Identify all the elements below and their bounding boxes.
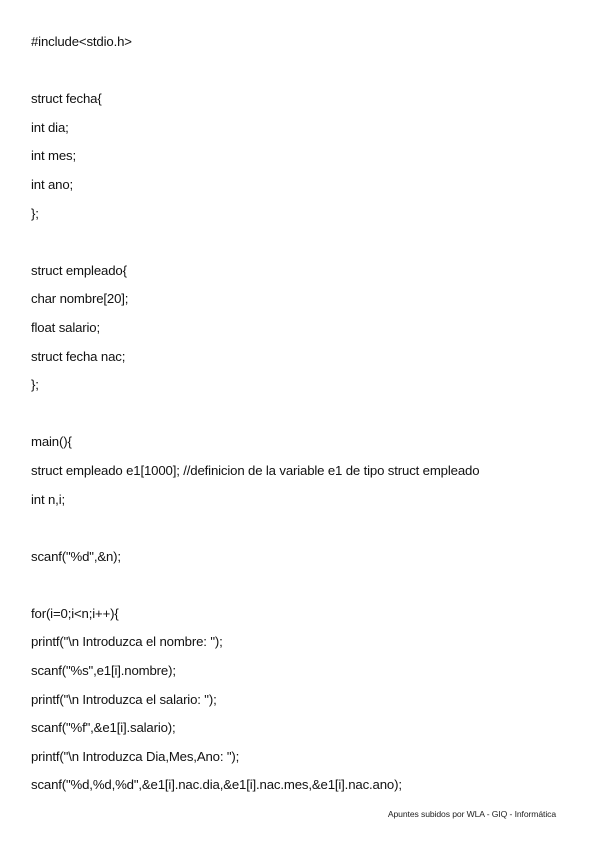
code-line: struct fecha nac; [31,348,126,364]
code-line: int n,i; [31,491,65,507]
code-line [31,63,581,92]
code-line: scanf("%d",&n); [31,548,121,564]
code-line [31,406,581,435]
code-line: main(){ [31,434,72,450]
code-line: struct fecha{ [31,91,102,107]
code-line [31,234,581,263]
code-line: for(i=0;i<n;i++){ [31,605,119,621]
code-line: scanf("%d,%d,%d",&e1[i].nac.dia,&e1[i].nac.mes,&e1[i].nac.ano); [31,777,402,793]
code-line: int mes; [31,148,76,164]
code-line: char nombre[20]; [31,291,129,307]
code-line: int dia; [31,119,69,135]
code-listing [31,34,581,806]
code-line: }; [31,205,39,221]
page-footer: Apuntes subidos por WLA - GIQ - Informática [387,809,556,819]
code-line: scanf("%f",&e1[i].salario); [31,720,176,736]
code-line [31,520,581,549]
code-line: #include<stdio.h> [31,34,132,49]
code-line: scanf("%s",e1[i].nombre); [31,663,176,679]
code-line: struct empleado e1[1000]; //definicion de la variable e1 de tipo struct empleado [31,462,480,478]
code-line [31,577,581,606]
code-line: printf("\n Introduzca el salario: "); [31,691,217,707]
code-line: printf("\n Introduzca Dia,Mes,Ano: "); [31,748,240,764]
code-line: struct empleado{ [31,262,127,278]
code-line: int ano; [31,176,74,192]
code-line: printf("\n Introduzca el nombre: "); [31,634,223,650]
code-line: }; [31,377,39,393]
code-line: float salario; [31,319,101,335]
